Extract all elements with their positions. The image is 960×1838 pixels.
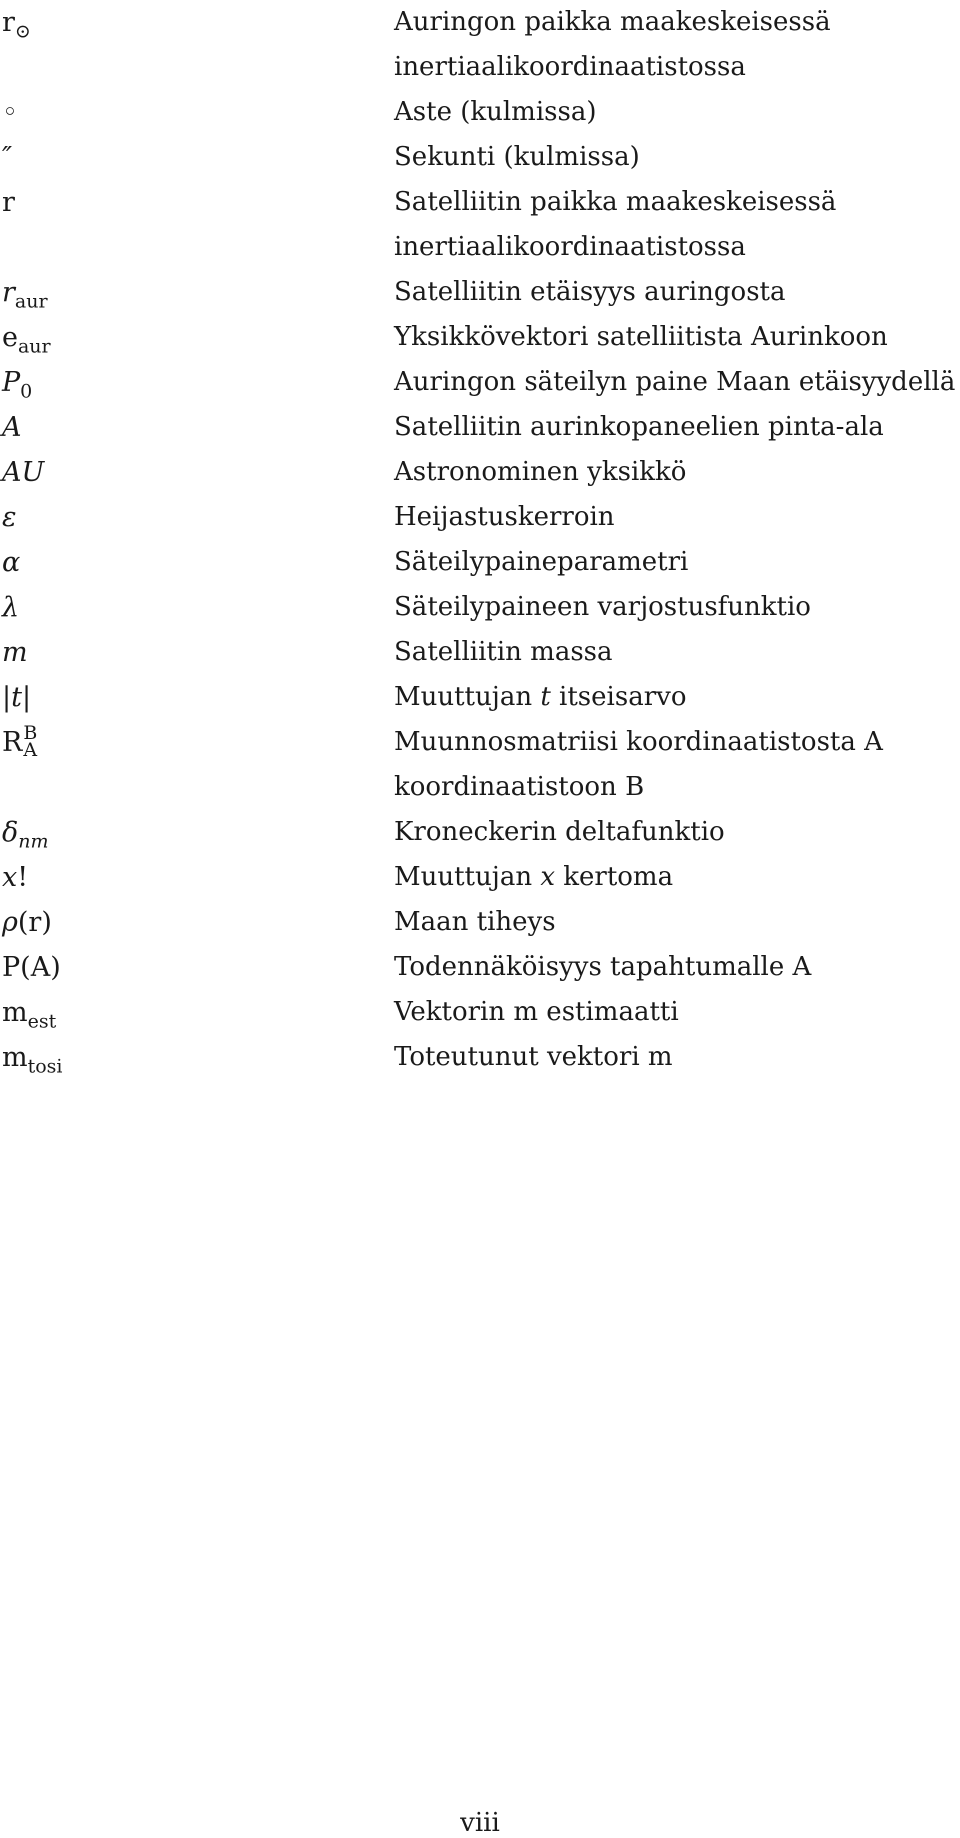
description: Auringon paikka maakeskeisessä	[394, 7, 831, 37]
description: inertiaalikoordinaatistossa	[394, 232, 746, 262]
symbol-row-x-factorial	[0, 855, 960, 900]
description: Sekunti (kulmissa)	[394, 142, 640, 172]
symbol-row-au	[0, 450, 960, 495]
symbol-row-m	[0, 630, 960, 675]
symbol: ″	[2, 142, 13, 173]
description: Muuttujan x kertoma	[394, 862, 674, 892]
description: Aste (kulmissa)	[394, 97, 597, 127]
symbol: λ	[2, 592, 20, 623]
symbol: $e_{aur}$	[2, 322, 51, 358]
symbol-row-delta-nm	[0, 810, 960, 855]
description: Maan tiheys	[394, 907, 556, 937]
symbol: m	[2, 637, 28, 668]
symbol-row-continuation	[0, 765, 960, 810]
symbol: ρ(r)	[2, 907, 52, 938]
description: koordinaatistoon B	[394, 772, 645, 802]
symbol: x!	[2, 862, 29, 893]
symbol-row-continuation	[0, 45, 960, 90]
symbol-row-r-aur	[0, 270, 960, 315]
symbol: $m_{tosi}$	[2, 1042, 63, 1078]
description: Todennäköisyys tapahtumalle A	[394, 952, 812, 982]
description: Muuttujan t itseisarvo	[394, 682, 687, 712]
description: Astronominen yksikkö	[394, 457, 687, 487]
description: Satelliitin aurinkopaneelien pinta-ala	[394, 412, 884, 442]
symbol-row-rho	[0, 900, 960, 945]
symbol: P(A)	[2, 952, 61, 983]
description: Säteilypaineen varjostusfunktio	[394, 592, 811, 622]
description: inertiaalikoordinaatistossa	[394, 52, 746, 82]
symbol: $m_{est}$	[2, 997, 57, 1033]
symbol-row-r-sun	[0, 0, 960, 45]
description: Auringon säteilyn paine Maan etäisyydellä	[394, 367, 956, 397]
symbol-row-abs-t	[0, 675, 960, 720]
symbol: AU	[2, 457, 45, 488]
symbol-row-m-tosi	[0, 1035, 960, 1080]
symbol: $P_0$	[2, 367, 33, 403]
symbol-row-continuation	[0, 225, 960, 270]
description: Vektorin m estimaatti	[394, 997, 679, 1027]
page-number: viii	[460, 1808, 500, 1838]
symbol-row-degree	[0, 90, 960, 135]
symbol: $\delta_{nm}$	[2, 817, 49, 853]
symbol-row-p0	[0, 360, 960, 405]
symbol: $r_⊙$	[2, 7, 31, 43]
symbol-row-epsilon	[0, 495, 960, 540]
symbol: R B A	[2, 721, 38, 761]
symbol-row-alpha	[0, 540, 960, 585]
symbol-row-e-aur	[0, 315, 960, 360]
description: Heijastuskerroin	[394, 502, 615, 532]
symbol-row-m-est	[0, 990, 960, 1035]
description: Toteutunut vektori m	[394, 1042, 673, 1072]
description: Satelliitin massa	[394, 637, 613, 667]
symbol-row-lambda	[0, 585, 960, 630]
description: Muunnosmatriisi koordinaatistosta A	[394, 727, 883, 757]
description: Yksikkövektori satelliitista Aurinkoon	[394, 322, 888, 352]
symbol-row-pa	[0, 945, 960, 990]
symbol-row-r	[0, 180, 960, 225]
symbol: |t|	[2, 682, 32, 713]
symbol: ε	[2, 502, 17, 533]
symbol: A	[2, 412, 22, 443]
symbol-row-r-ba	[0, 720, 960, 765]
symbol: r	[2, 187, 15, 218]
symbol: ◦	[2, 97, 18, 128]
description: Satelliitin etäisyys auringosta	[394, 277, 786, 307]
description: Säteilypaineparametri	[394, 547, 689, 577]
symbol-row-a	[0, 405, 960, 450]
symbol-row-arcsecond	[0, 135, 960, 180]
description: Satelliitin paikka maakeskeisessä	[394, 187, 837, 217]
description: Kroneckerin deltafunktio	[394, 817, 725, 847]
symbol: $r_{aur}$	[2, 277, 48, 313]
symbol: α	[2, 547, 21, 578]
